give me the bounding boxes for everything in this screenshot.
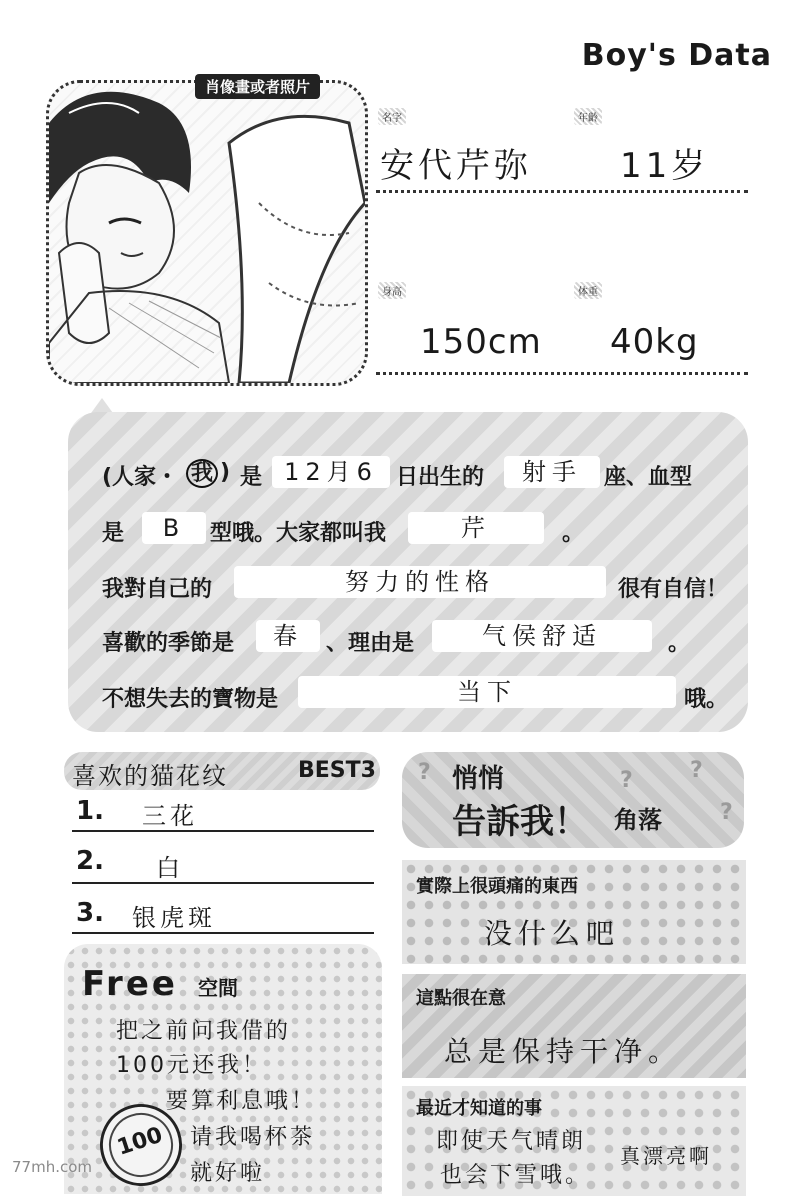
page-title: Boy's Data <box>581 38 772 73</box>
zodiac-value: 射手 <box>522 458 582 486</box>
secret-value-3-line2: 也会下雪哦。 <box>440 1163 591 1188</box>
secret-value-2: 总是保持干净。 <box>444 1035 683 1068</box>
blood-value: B <box>162 514 186 542</box>
name-age-underline <box>376 190 748 193</box>
best3-value-2: 白 <box>156 854 184 882</box>
secret-value-3-aside: 真漂亮啊 <box>620 1144 712 1168</box>
intro-self-circled <box>186 456 218 487</box>
weight-value: 40kg <box>610 322 699 362</box>
best3-line-3 <box>72 932 374 934</box>
height-weight-underline <box>376 372 748 375</box>
best3-title: 喜欢的猫花纹 <box>72 762 228 790</box>
free-line-5: 就好啦 <box>190 1161 266 1186</box>
portrait-tab-label: 肖像畫或者照片 <box>195 74 320 99</box>
treasure-suffix: 哦。 <box>684 687 729 712</box>
treasure-value: 当下 <box>457 678 517 706</box>
portrait-drawing <box>49 83 365 383</box>
intro-prefix-open: (人家・ <box>102 465 179 490</box>
zodiac-suffix: 座、血型 <box>604 465 693 490</box>
zodiac-blank <box>504 456 600 488</box>
best3-tag: BEST3 <box>298 758 376 783</box>
season-value: 春 <box>273 622 303 650</box>
question-mark-3: ? <box>690 758 703 783</box>
age-value: 11岁 <box>620 146 710 186</box>
best3-number-2: 2. <box>76 846 104 876</box>
blood-blank <box>142 512 206 544</box>
reason-end: 。 <box>668 631 691 656</box>
born-text: 日出生的 <box>396 465 485 490</box>
treasure-prefix: 不想失去的寶物是 <box>102 687 279 712</box>
question-mark-2: ? <box>620 768 633 793</box>
watermark: 77mh.com <box>12 1158 93 1176</box>
trait-blank <box>234 566 606 598</box>
best3-line-2 <box>72 882 374 884</box>
season-prefix: 喜歡的季節是 <box>102 631 235 656</box>
secret-head-line1: 悄悄 <box>452 764 505 794</box>
age-label: 年齡 <box>574 108 602 125</box>
intro-prefix-close: ) <box>220 460 231 485</box>
height-value: 150cm <box>420 322 542 362</box>
trait-suffix: 很有自信！ <box>618 577 729 602</box>
nickname-end: 。 <box>562 521 585 546</box>
trait-value: 努力的性格 <box>345 568 495 596</box>
secret-head-suffix: 角落 <box>614 806 662 834</box>
free-line-2: 100元还我！ <box>116 1053 267 1078</box>
best3-value-1: 三花 <box>142 802 198 830</box>
secret-value-3-line1: 即使天气晴朗 <box>436 1129 587 1154</box>
circled-word: 我 <box>186 459 218 488</box>
height-label: 身高 <box>378 282 406 299</box>
reason-value: 气侯舒适 <box>482 622 602 650</box>
portrait-illustration <box>46 80 368 386</box>
reason-blank <box>432 620 652 652</box>
nickname-value: 芹 <box>461 514 491 542</box>
reason-prefix: 、理由是 <box>326 631 415 656</box>
name-label: 名字 <box>378 108 406 125</box>
blood-suffix: 型哦。大家都叫我 <box>210 521 387 546</box>
secret-head-line2: 告訴我！ <box>452 802 588 842</box>
secret-label-2: 這點很在意 <box>416 988 506 1009</box>
secret-value-1: 没什么吧 <box>484 917 621 950</box>
weight-label: 体重 <box>574 282 602 299</box>
question-mark-4: ? <box>720 800 733 825</box>
free-line-4: 请我喝杯茶 <box>190 1125 316 1150</box>
birthday-value: 12月6 <box>284 458 378 486</box>
trait-prefix: 我對自己的 <box>102 577 213 602</box>
best3-value-3: 银虎斑 <box>132 904 216 932</box>
secret-label-1: 實際上很頭痛的東西 <box>416 876 578 897</box>
blood-is: 是 <box>102 521 125 546</box>
free-title: Free <box>82 964 178 1004</box>
best3-number-3: 3. <box>76 898 104 928</box>
coin-value: 100 <box>114 1122 166 1161</box>
treasure-blank <box>298 676 676 708</box>
free-line-3: 要算利息哦！ <box>166 1089 317 1114</box>
free-title-suffix: 空間 <box>198 976 238 1000</box>
nickname-blank <box>408 512 544 544</box>
name-value: 安代芹弥 <box>380 146 532 186</box>
intro-is: 是 <box>240 465 263 490</box>
question-mark-1: ? <box>418 760 431 785</box>
best3-line-1 <box>72 830 374 832</box>
best3-number-1: 1. <box>76 796 104 826</box>
birthday-blank <box>272 456 390 488</box>
secret-label-3: 最近才知道的事 <box>416 1098 542 1119</box>
free-line-1: 把之前问我借的 <box>116 1019 292 1044</box>
season-blank <box>256 620 320 652</box>
